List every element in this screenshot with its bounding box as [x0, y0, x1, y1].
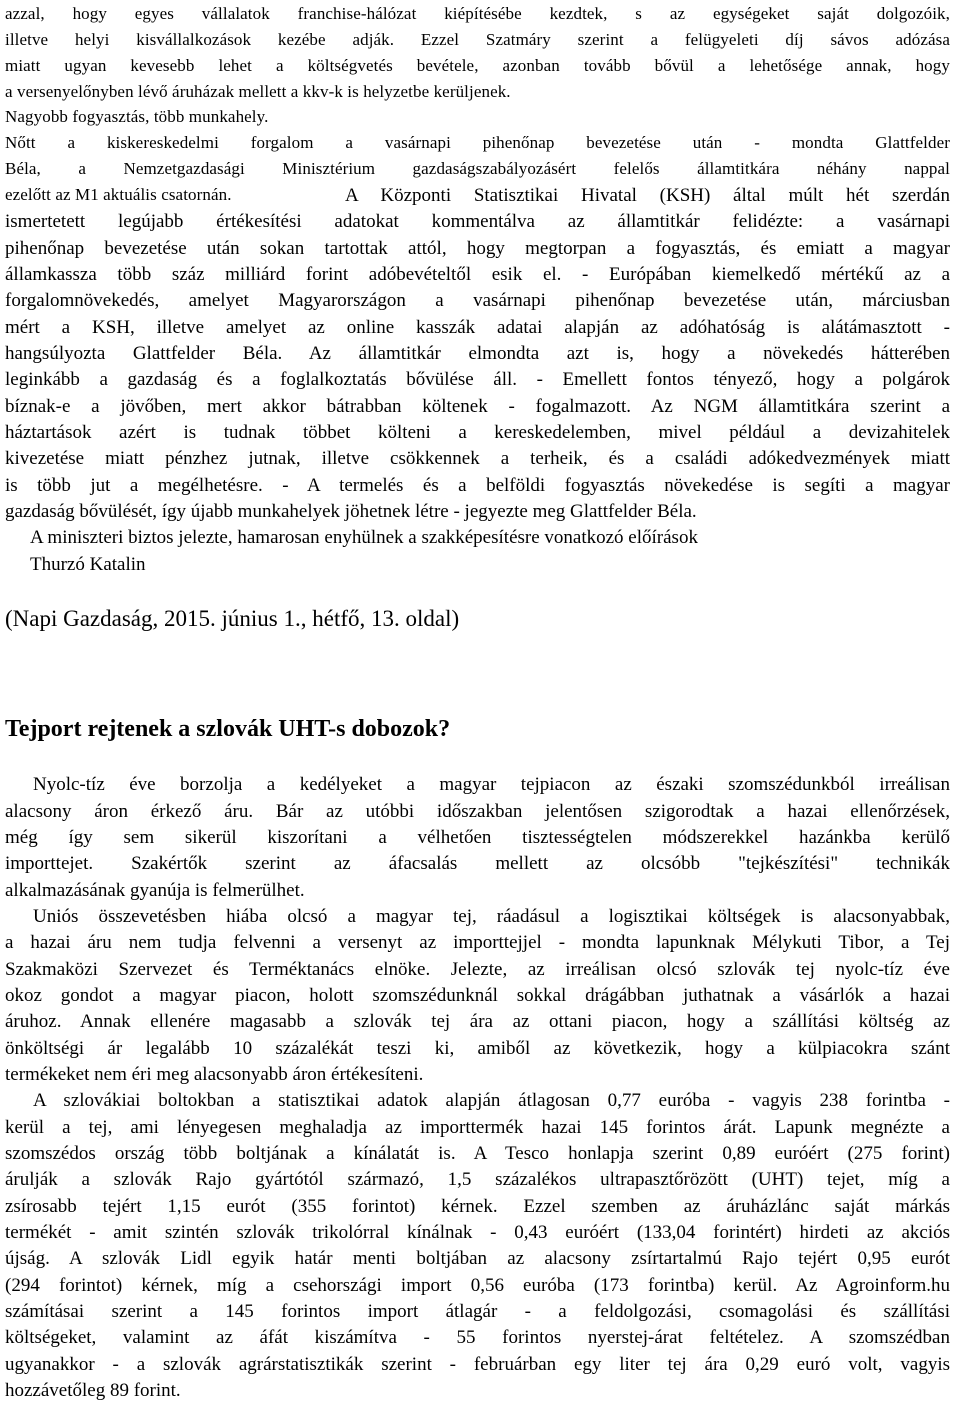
text-line: háztartások azért is tudnak többet költeni a kereskedelemben, mivel például a devizahitelek — [5, 422, 950, 443]
text-line: A szlovákiai boltokban a statisztikai adatok alapján átlagosan 0,77 euróba - vagyis 238 forintba - — [33, 1090, 950, 1111]
text-line: zsírosabb tejért 1,15 eurót (355 forintot) kérnek. Ezzel szemben az áruházlánc saját márkás — [5, 1196, 950, 1217]
text-line: kerül a tej, ami lényegesen meghaladja az importtermék hazai 145 forintos árát. Lapunk megnézte a — [5, 1117, 950, 1138]
text-line: szomszédos ország több boltjának a kínálatát is. A Tesco honlapja szerint 0,89 euróért (275 forint) — [5, 1143, 950, 1164]
text-line: Béla, a Nemzetgazdasági Minisztérium gazdaságszabályozásért felelős államtitkára néhány nappal — [5, 159, 950, 178]
text-line: Szakmaközi Szervezet és Terméktanács elnöke. Jelezte, az irreálisan olcsó szlovák tej nyolc-tíz éve — [5, 959, 950, 980]
text-line: hangsúlyozta Glattfelder Béla. Az államtitkár elmondta azt is, hogy a növekedés hátterében — [5, 343, 950, 364]
text-line: okoz gondot a magyar piacon, holott szomszédunknál sokkal drágábban juthatnak a vásárlók a hazai — [5, 985, 950, 1006]
text-line: hozzávetőleg 89 forint. — [5, 1380, 181, 1401]
text-line: importtejet. Szakértők szerint az áfacsalás mellett az olcsóbb "tejkészítési" technikák — [5, 853, 950, 874]
text-line: áruhoz. Annak ellenére magasabb a szlovák tej ára az ottani piacon, hogy a szállítási költség az — [5, 1011, 950, 1032]
text-line: államkassza több száz milliárd forint adóbevételtől esik el. - Európában kiemelkedő mértékű az a — [5, 264, 950, 285]
text-line: Nyolc-tíz éve borzolja a kedélyeket a magyar tejpiacon az északi szomszédunkból irreálisan — [33, 774, 950, 795]
text-line: újság. A szlovák Lidl egyik határ menti boltjában az alacsony zsírtartalmú Rajo tejért 0,95 eurót — [5, 1248, 950, 1269]
text-line: mért a KSH, illetve amelyet az online kasszák adatai alapján az adóhatóság is alátámasztott - — [5, 317, 950, 338]
text-segment: ezelőtt az M1 aktuális csatornán. — [5, 185, 232, 204]
text-line: bíznak-e a jövőben, mert akkor bátrabban költenek - fogalmazott. Az NGM államtitkára szerint a — [5, 396, 950, 417]
subheading: Nagyobb fogyasztás, több munkahely. — [5, 107, 269, 126]
text-line: alacsony áron érkező áru. Bár az utóbbi időszakban jelentősen szigorodtak a hazai ellenőrzések, — [5, 801, 950, 822]
text-line: leginkább a gazdaság és a foglalkoztatás bővülése áll. - Emellett fontos tényező, hogy a polgárok — [5, 369, 950, 390]
text-line: miatt ugyan kevesebb lehet a költségvetés bevétele, azonban tovább bővül a lehetősége annak, hogy — [5, 56, 950, 75]
text-line: azzal, hogy egyes vállalatok franchise-hálózat kiépítésébe kezdtek, s az egységeket saját dolgozóik, — [5, 4, 950, 23]
text-line: a hazai áru nem tudja felvenni a versenyt az importtejjel - mondta lapunknak Mélykuti Tibor, a Tej — [5, 932, 950, 953]
text-line: gazdaság bővülését, így újabb munkahelyek jöhetnek létre - jegyezte meg Glattfelder Béla. — [5, 501, 697, 522]
text-line: a versenyelőnyben lévő áruházak mellett a kkv-k is helyzetbe kerüljenek. — [5, 82, 511, 101]
author-name: Thurzó Katalin — [30, 554, 146, 575]
text-line: még így sem sikerül kiszorítani a vélhetően tisztességtelen módszerekkel hazánkba kerülő — [5, 827, 950, 848]
text-line: pihenőnap bevezetése után sokan tartottak attól, hogy megtorpan a fogyasztás, és emiatt a magyar — [5, 238, 950, 259]
article-title: Tejport rejtenek a szlovák UHT-s dobozok? — [5, 716, 451, 742]
text-line: termékeket nem éri meg alacsonyabb áron értékesíteni. — [5, 1064, 424, 1085]
text-line: költségeket, valamint az áfát kiszámítva - 55 forintos nyerstej-árat feltételez. A szomszédban — [5, 1327, 950, 1348]
text-line: ugyanakkor - a szlovák agrárstatisztikák szerint - februárban egy liter tej ára 0,29 euró volt, vagyis — [5, 1354, 950, 1375]
text-line: Nőtt a kiskereskedelmi forgalom a vasárnapi pihenőnap bevezetése után - mondta Glattfelder — [5, 133, 950, 152]
source-citation: (Napi Gazdaság, 2015. június 1., hétfő, 13. oldal) — [5, 606, 460, 631]
text-line: alkalmazásának gyanúja is felmerülhet. — [5, 880, 305, 901]
text-line: is több jut a megélhetésre. - A termelés és a belföldi fogyasztás növekedése is segíti a magyar — [5, 475, 950, 496]
text-line: A miniszteri biztos jelezte, hamarosan enyhülnek a szakképesítésre vonatkozó előírások — [30, 527, 698, 548]
mixed-line — [5, 186, 950, 205]
text-line: önköltségi ár legalább 10 százalékát teszi ki, amiből az következik, hogy a külpiacokra szánt — [5, 1038, 950, 1059]
text-segment: A Központi Statisztikai Hivatal (KSH) által múlt hét szerdán — [345, 185, 950, 206]
text-line: termékét - amit szintén szlovák trikolórral kínálnak - 0,43 euróért (133,04 forintért) hirdeti az akciós — [5, 1222, 950, 1243]
text-line: forgalomnövekedés, amelyet Magyarországon a vasárnapi pihenőnap bevezetése után, márciusban — [5, 290, 950, 311]
text-line: árulják a szlovák Rajo gyártótól származó, 1,5 százalékos ultrapasztőrözött (UHT) tejet, míg a — [5, 1169, 950, 1190]
text-line: (294 forintot) kérnek, míg a csehországi import 0,56 euróba (173 forintba) kerül. Az Agroinform.hu — [5, 1275, 950, 1296]
text-line: Uniós összevetésben hiába olcsó a magyar tej, ráadásul a logisztikai költségek is alacsonyabbak, — [33, 906, 950, 927]
text-line: számításai szerint a 145 forintos import átlagár - a feldolgozási, csomagolási és szállítási — [5, 1301, 950, 1322]
text-line: illetve helyi kisvállalkozások kezébe adják. Ezzel Szatmáry szerint a felügyeleti díj sávos adózása — [5, 30, 950, 49]
text-line: kivezetése miatt pénzhez jutnak, illetve csökkennek a terheik, és a családi adókedvezmények miatt — [5, 448, 950, 469]
text-line: ismertetett legújabb értékesítési adatokat kommentálva az államtitkár felidézte: a vasárnapi — [5, 211, 950, 232]
